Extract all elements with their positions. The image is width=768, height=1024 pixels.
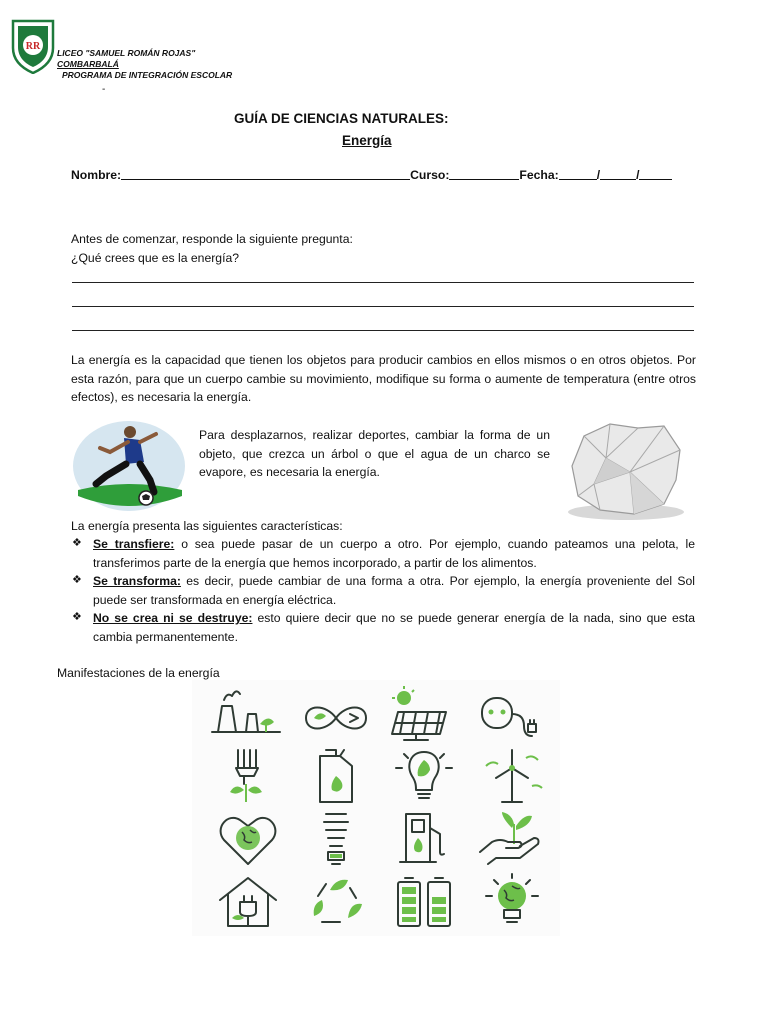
heart-earth-icon	[208, 808, 288, 870]
hand-plant-icon	[472, 808, 552, 870]
characteristic-term-1: Se transfiere:	[93, 537, 175, 551]
energy-icons-grid	[192, 680, 560, 936]
answer-line-2[interactable]	[72, 306, 694, 307]
bullet-icon: ❖	[72, 611, 82, 623]
characteristic-item-2	[93, 572, 695, 609]
bullet-icon: ❖	[72, 537, 82, 549]
soccer-player-image	[70, 418, 188, 514]
batteries-icon	[384, 872, 464, 934]
energy-examples-paragraph: Para desplazarnos, realizar deportes, cambiar la forma de un objeto, que crezca un árbol o que el agua de un charco se evapore, es necesaria la energía.	[199, 428, 550, 479]
energy-definition-paragraph: La energía es la capacidad que tienen los objetos para producir cambios en ellos mismos o en otros objetos. Por esta razón, para que un cuerpo cambie su movimiento, modifique su forma o aumente de temperatura (entre otros efectos), es necesaria la energía.	[71, 353, 696, 404]
power-plant-icon	[208, 684, 288, 746]
nombre-label: Nombre:	[71, 168, 122, 182]
eco-bulb-icon	[208, 746, 288, 808]
fecha-slash-2: /	[636, 168, 640, 182]
fecha-label: Fecha:	[519, 168, 559, 182]
characteristic-term-3: No se crea ni se destruye:	[93, 611, 253, 625]
characteristics-intro: La energía presenta las siguientes características:	[71, 519, 343, 533]
question-intro: Antes de comenzar, responde la siguiente pregunta:	[71, 232, 353, 246]
question-text: ¿Qué crees que es la energía?	[71, 251, 240, 265]
characteristic-term-2: Se transforma:	[93, 574, 181, 588]
school-header	[57, 48, 232, 81]
manifestations-title: Manifestaciones de la energía	[57, 666, 220, 680]
recycle-leaves-icon	[296, 872, 376, 934]
bullet-icon: ❖	[72, 574, 82, 586]
characteristic-text-2: es decir, puede cambiar de una forma a otra. Por ejemplo, la energía proveniente del Sol puede ser transformada en energía eléctrica.	[93, 574, 695, 607]
answer-line-1[interactable]	[72, 282, 694, 283]
curso-label: Curso:	[410, 168, 450, 182]
school-city: COMBARBALÁ	[57, 59, 119, 69]
smart-plug-icon	[472, 684, 552, 746]
eco-house-plug-icon	[208, 872, 288, 934]
earth-bulb-icon	[472, 872, 552, 934]
school-logo	[10, 18, 56, 74]
spiral-bulb-icon	[296, 808, 376, 870]
infinity-leaf-icon	[296, 684, 376, 746]
solar-panel-icon	[384, 684, 464, 746]
student-info-form	[71, 168, 672, 182]
fuel-canister-icon	[296, 746, 376, 808]
fecha-day-field[interactable]	[559, 179, 597, 180]
fecha-slash-1: /	[596, 168, 601, 182]
school-program: PROGRAMA DE INTEGRACIÓN ESCOLAR	[62, 70, 233, 80]
characteristic-text-1: o sea puede pasar de un cuerpo a otro. Por ejemplo, cuando pateamos una pelota, le transferimos parte de la energía que hemos incorporado, a partir de los alimentos.	[93, 537, 695, 570]
bulb-leaf-icon	[384, 746, 464, 808]
characteristic-item-1	[93, 535, 695, 572]
page-title: GUÍA DE CIENCIAS NATURALES:	[234, 111, 449, 126]
header-dash: -	[102, 84, 106, 95]
nombre-field[interactable]	[121, 179, 410, 180]
fecha-year-field[interactable]	[639, 179, 672, 180]
curso-field[interactable]	[449, 179, 519, 180]
fuel-pump-icon	[384, 808, 464, 870]
crumpled-paper-image	[560, 418, 688, 522]
page-subtitle: Energía	[342, 133, 392, 148]
characteristic-text-3: esto quiere decir que no se puede generar energía de la nada, sino que esta cambia permanentemente.	[93, 611, 695, 644]
answer-line-3[interactable]	[72, 330, 694, 331]
characteristic-item-3	[93, 609, 695, 646]
logo-letters: RR	[25, 41, 41, 52]
wind-turbine-icon	[472, 746, 552, 808]
fecha-month-field[interactable]	[600, 179, 636, 180]
school-name: LICEO "SAMUEL ROMÁN ROJAS"	[57, 48, 196, 58]
